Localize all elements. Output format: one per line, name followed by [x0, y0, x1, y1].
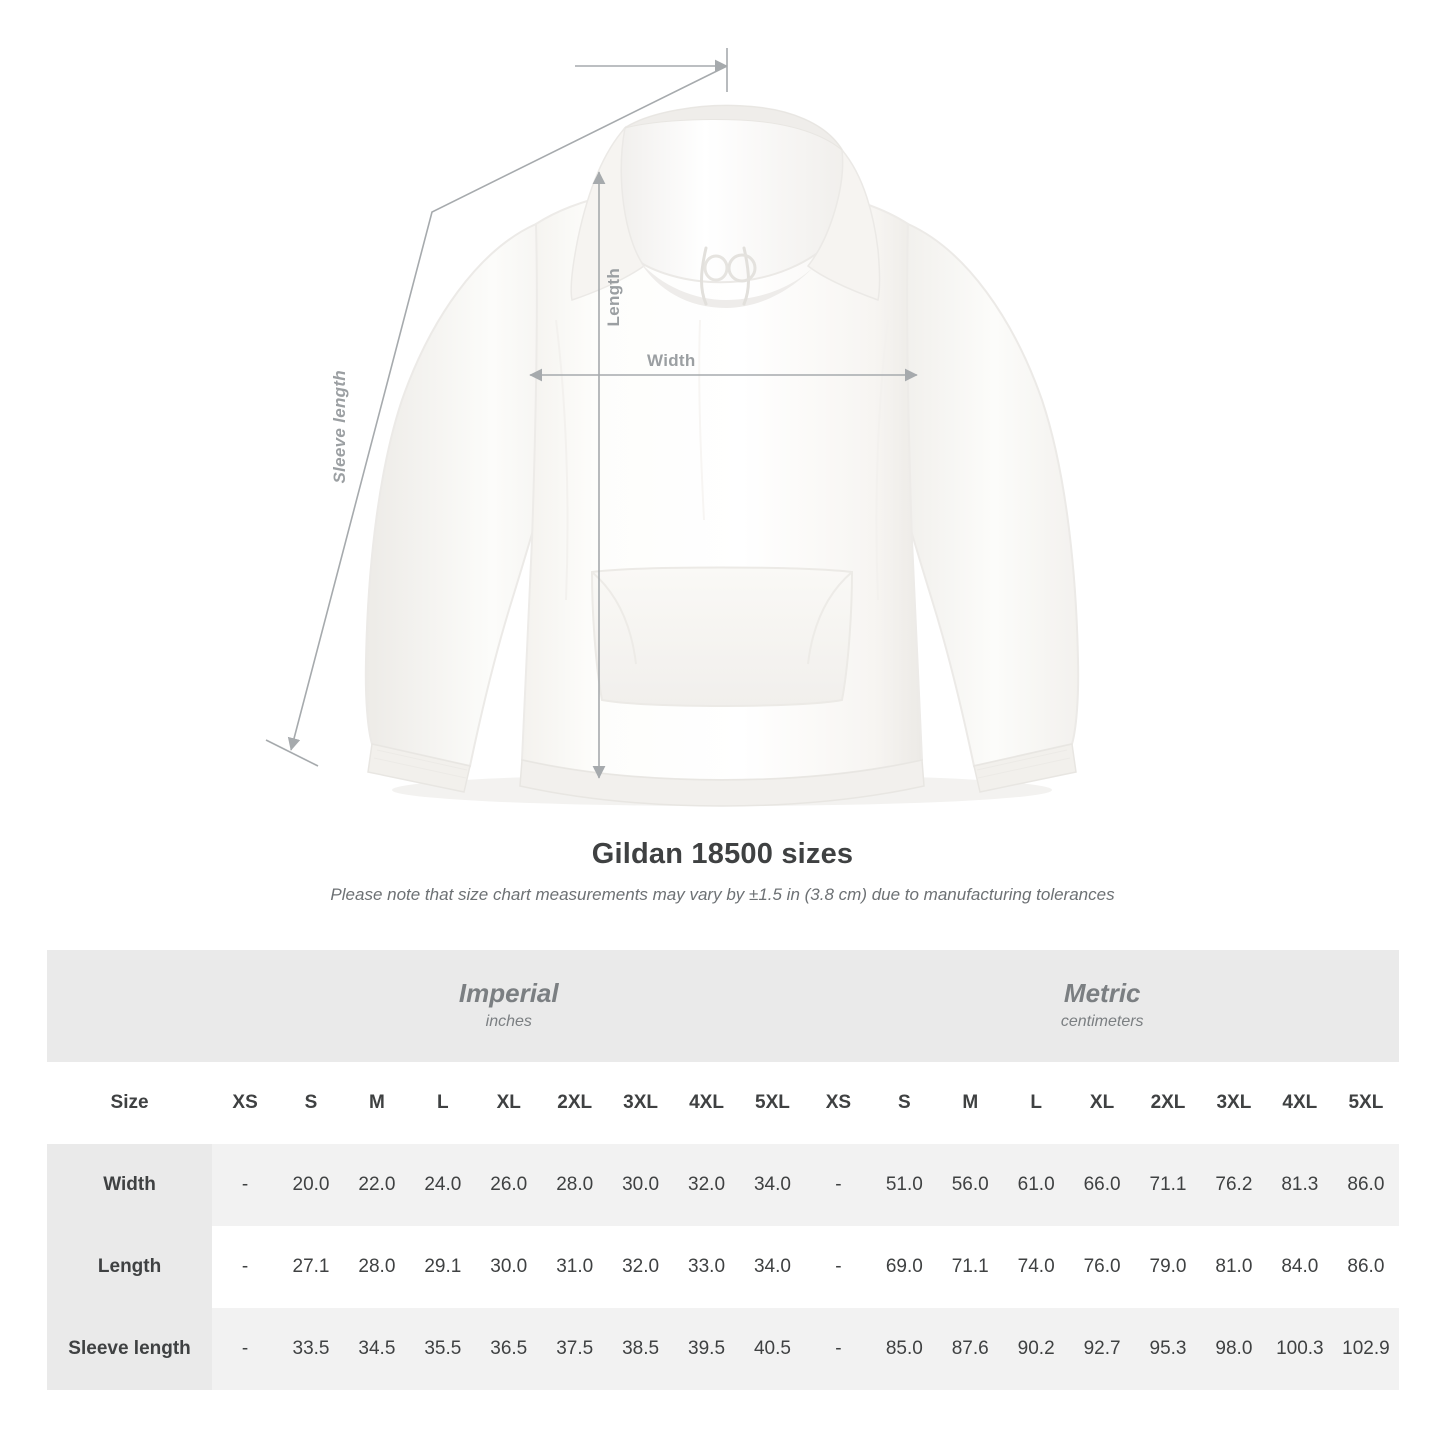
cell-width-imperial-5xl: 34.0 [739, 1144, 805, 1226]
size-header-metric-xs: XS [805, 1062, 871, 1144]
cell-length-metric-3xl: 81.0 [1201, 1226, 1267, 1308]
size-header-metric-4xl: 4XL [1267, 1062, 1333, 1144]
unit-header-metric [805, 950, 1399, 1062]
size-header-imperial-m: M [344, 1062, 410, 1144]
cell-length-metric-5xl: 86.0 [1333, 1226, 1399, 1308]
size-header-imperial-xs: XS [212, 1062, 278, 1144]
row-label-length: Length [47, 1226, 212, 1308]
size-header-metric-s: S [871, 1062, 937, 1144]
size-header-imperial-4xl: 4XL [674, 1062, 740, 1144]
cell-width-metric-5xl: 86.0 [1333, 1144, 1399, 1226]
cell-sleeve-metric-xs: - [805, 1308, 871, 1390]
row-label-sleeve-length: Sleeve length [47, 1308, 212, 1390]
label-sleeve-length: Sleeve length [330, 370, 349, 484]
size-header-row [47, 1062, 1399, 1144]
size-header-imperial-xl: XL [476, 1062, 542, 1144]
cell-sleeve-metric-m: 87.6 [937, 1308, 1003, 1390]
cell-sleeve-metric-5xl: 102.9 [1333, 1308, 1399, 1390]
cell-sleeve-metric-s: 85.0 [871, 1308, 937, 1390]
cell-sleeve-metric-xl: 92.7 [1069, 1308, 1135, 1390]
size-header-metric-l: L [1003, 1062, 1069, 1144]
page-title: Gildan 18500 sizes [591, 838, 854, 870]
table-row [47, 1308, 1399, 1390]
cell-width-metric-2xl: 71.1 [1135, 1144, 1201, 1226]
cell-length-metric-xs: - [805, 1226, 871, 1308]
cell-sleeve-imperial-s: 33.5 [278, 1308, 344, 1390]
cell-width-imperial-3xl: 30.0 [608, 1144, 674, 1226]
unit-header-row [47, 950, 1399, 1062]
size-header-imperial-5xl: 5XL [739, 1062, 805, 1144]
size-header-imperial-3xl: 3XL [608, 1062, 674, 1144]
cell-sleeve-imperial-5xl: 40.5 [739, 1308, 805, 1390]
cell-sleeve-imperial-xl: 36.5 [476, 1308, 542, 1390]
size-header-metric-2xl: 2XL [1135, 1062, 1201, 1144]
size-table [47, 950, 1399, 1390]
table-row [47, 1144, 1399, 1226]
size-header-imperial-l: L [410, 1062, 476, 1144]
cell-width-imperial-2xl: 28.0 [542, 1144, 608, 1226]
cell-length-metric-l: 74.0 [1003, 1226, 1069, 1308]
cell-length-imperial-xl: 30.0 [476, 1226, 542, 1308]
size-header-label: Size [47, 1062, 212, 1144]
cell-width-imperial-xs: - [212, 1144, 278, 1226]
tolerance-note: Please note that size chart measurements may vary by ±1.5 in (3.8 cm) due to manufacturing tolerances [330, 885, 1115, 904]
cell-sleeve-imperial-xs: - [212, 1308, 278, 1390]
table-row [47, 1226, 1399, 1308]
row-label-width: Width [47, 1144, 212, 1226]
cell-width-metric-xs: - [805, 1144, 871, 1226]
unit-name-metric: Metric [1063, 977, 1141, 1008]
cell-sleeve-imperial-m: 34.5 [344, 1308, 410, 1390]
cell-sleeve-metric-l: 90.2 [1003, 1308, 1069, 1390]
size-header-imperial-s: S [278, 1062, 344, 1144]
cell-sleeve-metric-4xl: 100.3 [1267, 1308, 1333, 1390]
cell-width-imperial-4xl: 32.0 [674, 1144, 740, 1226]
cell-length-imperial-s: 27.1 [278, 1226, 344, 1308]
cell-width-metric-m: 56.0 [937, 1144, 1003, 1226]
cell-sleeve-imperial-4xl: 39.5 [674, 1308, 740, 1390]
cell-length-imperial-2xl: 31.0 [542, 1226, 608, 1308]
cell-sleeve-imperial-3xl: 38.5 [608, 1308, 674, 1390]
cell-length-metric-m: 71.1 [937, 1226, 1003, 1308]
size-table-wrapper [47, 950, 1399, 1390]
size-header-imperial-2xl: 2XL [542, 1062, 608, 1144]
cell-length-metric-s: 69.0 [871, 1226, 937, 1308]
unit-name-imperial: Imperial [458, 977, 559, 1008]
unit-header-imperial [212, 950, 805, 1062]
cell-width-imperial-xl: 26.0 [476, 1144, 542, 1226]
cell-width-metric-4xl: 81.3 [1267, 1144, 1333, 1226]
label-width: Width [647, 351, 696, 370]
cell-sleeve-imperial-2xl: 37.5 [542, 1308, 608, 1390]
cell-width-metric-3xl: 76.2 [1201, 1144, 1267, 1226]
cell-sleeve-imperial-l: 35.5 [410, 1308, 476, 1390]
cell-sleeve-metric-3xl: 98.0 [1201, 1308, 1267, 1390]
label-length: Length [604, 268, 623, 327]
cell-width-metric-xl: 66.0 [1069, 1144, 1135, 1226]
size-header-metric-3xl: 3XL [1201, 1062, 1267, 1144]
cell-width-metric-s: 51.0 [871, 1144, 937, 1226]
cell-sleeve-metric-2xl: 95.3 [1135, 1308, 1201, 1390]
title-block [0, 838, 1445, 905]
cell-width-imperial-m: 22.0 [344, 1144, 410, 1226]
size-header-metric-xl: XL [1069, 1062, 1135, 1144]
cell-length-imperial-xs: - [212, 1226, 278, 1308]
cell-length-metric-4xl: 84.0 [1267, 1226, 1333, 1308]
cell-length-imperial-5xl: 34.0 [739, 1226, 805, 1308]
unit-sub-imperial: inches [485, 1013, 532, 1031]
cell-length-imperial-3xl: 32.0 [608, 1226, 674, 1308]
cell-length-imperial-4xl: 33.0 [674, 1226, 740, 1308]
unit-header-spacer [47, 950, 212, 1062]
cell-length-metric-2xl: 79.0 [1135, 1226, 1201, 1308]
cell-width-metric-l: 61.0 [1003, 1144, 1069, 1226]
cell-width-imperial-s: 20.0 [278, 1144, 344, 1226]
size-header-metric-m: M [937, 1062, 1003, 1144]
cell-length-metric-xl: 76.0 [1069, 1226, 1135, 1308]
unit-sub-metric: centimeters [1060, 1013, 1144, 1031]
cell-width-imperial-l: 24.0 [410, 1144, 476, 1226]
cell-length-imperial-l: 29.1 [410, 1226, 476, 1308]
size-header-metric-5xl: 5XL [1333, 1062, 1399, 1144]
cell-length-imperial-m: 28.0 [344, 1226, 410, 1308]
